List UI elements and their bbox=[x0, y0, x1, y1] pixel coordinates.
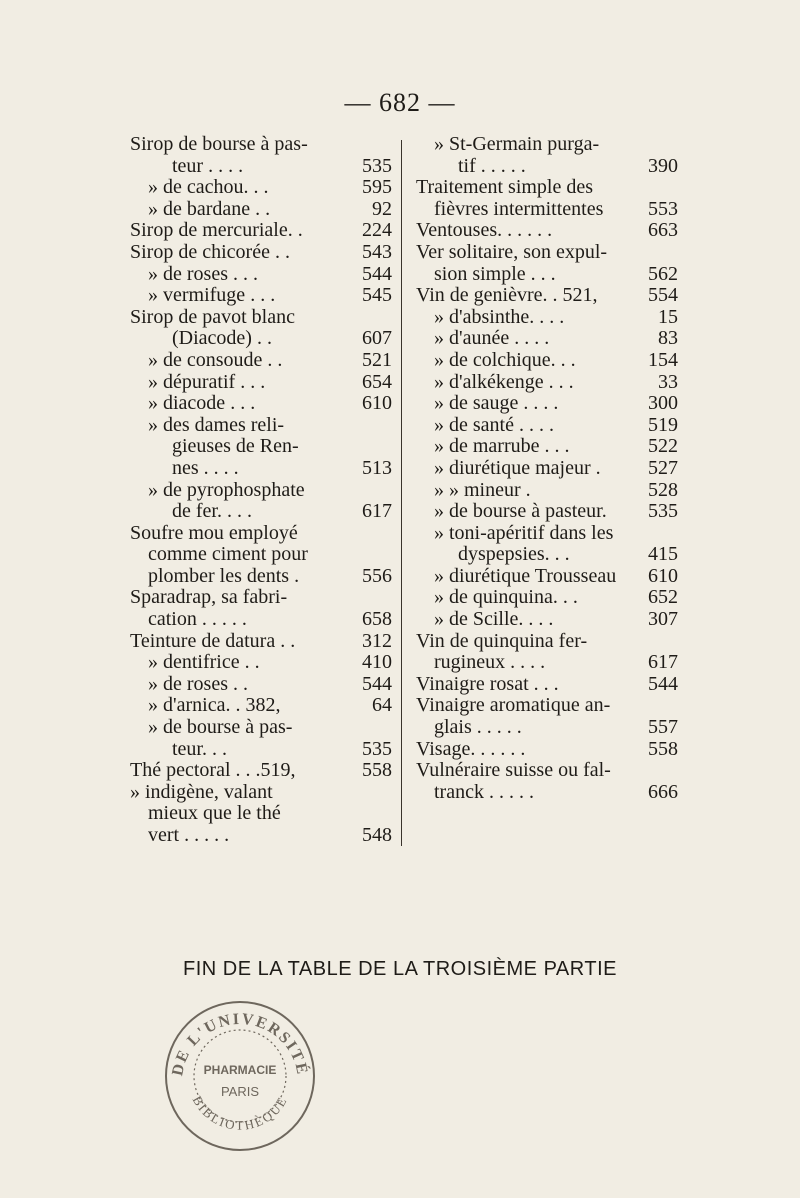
entry-page-number: 154 bbox=[648, 348, 678, 371]
entry-text: » » mineur . bbox=[434, 478, 531, 501]
entry-page-number: 545 bbox=[362, 284, 392, 307]
entry-text: » d'arnica. . 382, bbox=[148, 694, 281, 717]
entry-page-number: 64 bbox=[372, 694, 392, 717]
entry-page-number: 15 bbox=[658, 305, 678, 328]
entry-page-number: 519 bbox=[648, 413, 678, 436]
entry-page-number: 544 bbox=[362, 672, 392, 695]
entry-text: tif . . . . . bbox=[458, 154, 526, 177]
entry-text: dyspepsies. . . bbox=[458, 543, 570, 566]
entry-page-number: 610 bbox=[648, 564, 678, 587]
left-index-entry bbox=[130, 566, 392, 588]
right-index-entry bbox=[416, 458, 678, 480]
entry-text: » de santé . . . . bbox=[434, 413, 554, 436]
column-divider bbox=[401, 140, 402, 846]
right-index-entry bbox=[416, 156, 678, 178]
left-index-entry bbox=[130, 631, 392, 653]
entry-page-number: 224 bbox=[362, 219, 392, 242]
entry-text: sion simple . . . bbox=[434, 262, 556, 285]
left-index-entry bbox=[130, 760, 392, 782]
left-index-entry bbox=[130, 652, 392, 674]
entry-text: vert . . . . . bbox=[148, 824, 230, 846]
left-index-entry bbox=[130, 199, 392, 221]
entry-text: » diurétique Trousseau bbox=[434, 564, 617, 587]
entry-text: » diacode . . . bbox=[148, 392, 256, 415]
entry-page-number: 553 bbox=[648, 197, 678, 220]
entry-page-number: 528 bbox=[648, 478, 678, 501]
left-index-entry bbox=[130, 264, 392, 286]
entry-page-number: 521 bbox=[362, 348, 392, 371]
right-index-entry bbox=[416, 501, 678, 523]
entry-page-number: 544 bbox=[362, 262, 392, 285]
left-index-entry bbox=[130, 436, 392, 458]
entry-page-number: 607 bbox=[362, 327, 392, 350]
left-index-entry bbox=[130, 156, 392, 178]
entry-text: » d'absinthe. . . . bbox=[434, 305, 565, 328]
entry-text: » dentifrice . . bbox=[148, 651, 260, 674]
entry-text: Thé pectoral . . .519, bbox=[130, 759, 296, 782]
entry-page-number: 595 bbox=[362, 176, 392, 199]
entry-page-number: 663 bbox=[648, 219, 678, 242]
entry-text: » de bardane . . bbox=[148, 197, 271, 220]
entry-text: Traitement simple des bbox=[416, 176, 594, 199]
entry-text: Vin de quinquina fer- bbox=[416, 629, 588, 652]
entry-page-number: 556 bbox=[362, 564, 392, 587]
svg-text:BIBLIOTHÈQUE bbox=[190, 1093, 291, 1133]
entry-text: » de bourse à pasteur. bbox=[434, 500, 607, 523]
right-index-entry bbox=[416, 415, 678, 437]
right-index-entry bbox=[416, 544, 678, 566]
entry-text: » des dames reli- bbox=[148, 413, 285, 436]
entry-page-number: 535 bbox=[362, 154, 392, 177]
entry-page-number: 610 bbox=[362, 392, 392, 415]
left-index-entry bbox=[130, 782, 392, 804]
entry-text: teur . . . . bbox=[172, 154, 244, 177]
entry-text: » de consoude . . bbox=[148, 348, 283, 371]
left-index-entry bbox=[130, 739, 392, 761]
right-index-entry bbox=[416, 436, 678, 458]
entry-text: rugineux . . . . bbox=[434, 651, 546, 674]
entry-page-number: 666 bbox=[648, 780, 678, 803]
entry-text: Vin de genièvre. . 521, bbox=[416, 284, 598, 307]
entry-page-number: 654 bbox=[362, 370, 392, 393]
left-index-entry bbox=[130, 587, 392, 609]
entry-page-number: 522 bbox=[648, 435, 678, 458]
right-index-entry bbox=[416, 760, 678, 782]
entry-page-number: 307 bbox=[648, 608, 678, 631]
right-index-entry bbox=[416, 587, 678, 609]
left-index-entry bbox=[130, 220, 392, 242]
entry-text: Visage. . . . . . bbox=[416, 737, 526, 760]
entry-text: comme ciment pour bbox=[148, 543, 308, 566]
entry-text: Vulnéraire suisse ou fal- bbox=[416, 759, 611, 782]
right-index-entry bbox=[416, 631, 678, 653]
entry-text: tranck . . . . . bbox=[434, 780, 534, 803]
left-index-entry bbox=[130, 523, 392, 545]
index-column-right bbox=[416, 134, 678, 803]
entry-text: » de colchique. . . bbox=[434, 348, 576, 371]
entry-text: Ver solitaire, son expul- bbox=[416, 240, 608, 263]
entry-text: » de roses . . bbox=[148, 672, 248, 695]
entry-text: » de bourse à pas- bbox=[148, 716, 293, 739]
left-index-entry bbox=[130, 372, 392, 394]
entry-page-number: 658 bbox=[362, 608, 392, 631]
right-index-entry bbox=[416, 242, 678, 264]
entry-text: Teinture de datura . . bbox=[130, 629, 296, 652]
entry-page-number: 390 bbox=[648, 154, 678, 177]
entry-page-number: 83 bbox=[658, 327, 678, 350]
right-index-entry bbox=[416, 695, 678, 717]
entry-page-number: 617 bbox=[648, 651, 678, 674]
right-index-entry bbox=[416, 177, 678, 199]
stamp-arc-top: DE L'UNIVERSITÉ bbox=[169, 1010, 311, 1078]
left-index-entry bbox=[130, 350, 392, 372]
right-index-entry bbox=[416, 609, 678, 631]
stamp-center-line-1: PHARMACIE bbox=[203, 1063, 277, 1077]
entry-page-number: 652 bbox=[648, 586, 678, 609]
entry-text: » St-Germain purga- bbox=[434, 133, 600, 155]
entry-text: mieux que le thé bbox=[148, 802, 281, 825]
entry-page-number: 312 bbox=[362, 629, 392, 652]
left-index-entry bbox=[130, 803, 392, 825]
entry-text: gieuses de Ren- bbox=[172, 435, 299, 458]
entry-text: » vermifuge . . . bbox=[148, 284, 276, 307]
entry-text: (Diacode) . . bbox=[172, 327, 272, 350]
entry-page-number: 557 bbox=[648, 716, 678, 739]
entry-text: Vinaigre aromatique an- bbox=[416, 694, 611, 717]
entry-page-number: 410 bbox=[362, 651, 392, 674]
entry-text: Sirop de pavot blanc bbox=[130, 305, 295, 328]
entry-page-number: 33 bbox=[658, 370, 678, 393]
end-of-section-heading: FIN DE LA TABLE DE LA TROISIÈME PARTIE bbox=[183, 958, 617, 980]
entry-text: Sparadrap, sa fabri- bbox=[130, 586, 288, 609]
entry-text: Sirop de bourse à pas- bbox=[130, 133, 308, 155]
entry-text: » toni-apéritif dans les bbox=[434, 521, 614, 544]
left-index-entry bbox=[130, 609, 392, 631]
right-index-entry bbox=[416, 134, 678, 156]
left-index-entry bbox=[130, 134, 392, 156]
right-index-entry bbox=[416, 220, 678, 242]
entry-text: de fer. . . . bbox=[172, 500, 252, 523]
left-index-entry bbox=[130, 825, 392, 847]
entry-text: cation . . . . . bbox=[148, 608, 247, 631]
right-index-entry bbox=[416, 285, 678, 307]
entry-text: » de sauge . . . . bbox=[434, 392, 559, 415]
right-index-entry bbox=[416, 652, 678, 674]
entry-page-number: 527 bbox=[648, 456, 678, 479]
entry-page-number: 535 bbox=[362, 737, 392, 760]
entry-text: » de quinquina. . . bbox=[434, 586, 578, 609]
entry-text: Sirop de mercuriale. . bbox=[130, 219, 303, 242]
library-stamp bbox=[160, 996, 320, 1156]
entry-text: » de roses . . . bbox=[148, 262, 258, 285]
left-index-entry bbox=[130, 695, 392, 717]
left-index-entry bbox=[130, 717, 392, 739]
right-index-entry bbox=[416, 393, 678, 415]
right-index-entry bbox=[416, 674, 678, 696]
entry-page-number: 558 bbox=[648, 737, 678, 760]
right-index-entry bbox=[416, 566, 678, 588]
left-index-entry bbox=[130, 415, 392, 437]
right-index-entry bbox=[416, 782, 678, 804]
entry-page-number: 535 bbox=[648, 500, 678, 523]
entry-text: plomber les dents . bbox=[148, 564, 300, 587]
entry-page-number: 548 bbox=[362, 824, 392, 846]
entry-text: teur. . . bbox=[172, 737, 227, 760]
stamp-center-line-2: PARIS bbox=[220, 1084, 260, 1099]
left-index-entry bbox=[130, 480, 392, 502]
entry-page-number: 543 bbox=[362, 240, 392, 263]
right-index-entry bbox=[416, 717, 678, 739]
entry-page-number: 415 bbox=[648, 543, 678, 566]
entry-text: Sirop de chicorée . . bbox=[130, 240, 290, 263]
entry-text: nes . . . . bbox=[172, 456, 239, 479]
left-index-entry bbox=[130, 307, 392, 329]
entry-text: » de Scille. . . . bbox=[434, 608, 554, 631]
left-index-entry bbox=[130, 501, 392, 523]
right-index-entry bbox=[416, 307, 678, 329]
entry-text: Vinaigre rosat . . . bbox=[416, 672, 559, 695]
entry-text: Soufre mou employé bbox=[130, 521, 298, 544]
entry-text: glais . . . . . bbox=[434, 716, 522, 739]
right-index-entry bbox=[416, 739, 678, 761]
right-index-entry bbox=[416, 264, 678, 286]
entry-text: » d'aunée . . . . bbox=[434, 327, 550, 350]
page-number: — 682 — bbox=[344, 88, 456, 117]
entry-page-number: 544 bbox=[648, 672, 678, 695]
entry-text: » indigène, valant bbox=[130, 780, 273, 803]
right-index-entry bbox=[416, 350, 678, 372]
left-index-entry bbox=[130, 674, 392, 696]
entry-text: » diurétique majeur . bbox=[434, 456, 601, 479]
index-column-left bbox=[130, 134, 392, 847]
left-index-entry bbox=[130, 458, 392, 480]
entry-text: » dépuratif . . . bbox=[148, 370, 266, 393]
entry-page-number: 300 bbox=[648, 392, 678, 415]
entry-page-number: 617 bbox=[362, 500, 392, 523]
right-index-entry bbox=[416, 480, 678, 502]
stamp-arc-bottom: BIBLIOTHÈQUE bbox=[189, 1093, 291, 1133]
left-index-entry bbox=[130, 328, 392, 350]
entry-page-number: 562 bbox=[648, 262, 678, 285]
left-index-entry bbox=[130, 242, 392, 264]
entry-page-number: 513 bbox=[362, 456, 392, 479]
entry-text: » d'alkékenge . . . bbox=[434, 370, 574, 393]
entry-text: » de pyrophosphate bbox=[148, 478, 305, 501]
left-index-entry bbox=[130, 285, 392, 307]
right-index-entry bbox=[416, 372, 678, 394]
entry-page-number: 558 bbox=[362, 759, 392, 782]
entry-text: » de cachou. . . bbox=[148, 176, 269, 199]
entry-page-number: 92 bbox=[372, 197, 392, 220]
left-index-entry bbox=[130, 544, 392, 566]
left-index-entry bbox=[130, 177, 392, 199]
entry-text: fièvres intermittentes bbox=[434, 197, 604, 220]
right-index-entry bbox=[416, 199, 678, 221]
left-index-entry bbox=[130, 393, 392, 415]
entry-page-number: 554 bbox=[648, 284, 678, 307]
right-index-entry bbox=[416, 523, 678, 545]
entry-text: » de marrube . . . bbox=[434, 435, 570, 458]
entry-text: Ventouses. . . . . . bbox=[416, 219, 553, 242]
right-index-entry bbox=[416, 328, 678, 350]
